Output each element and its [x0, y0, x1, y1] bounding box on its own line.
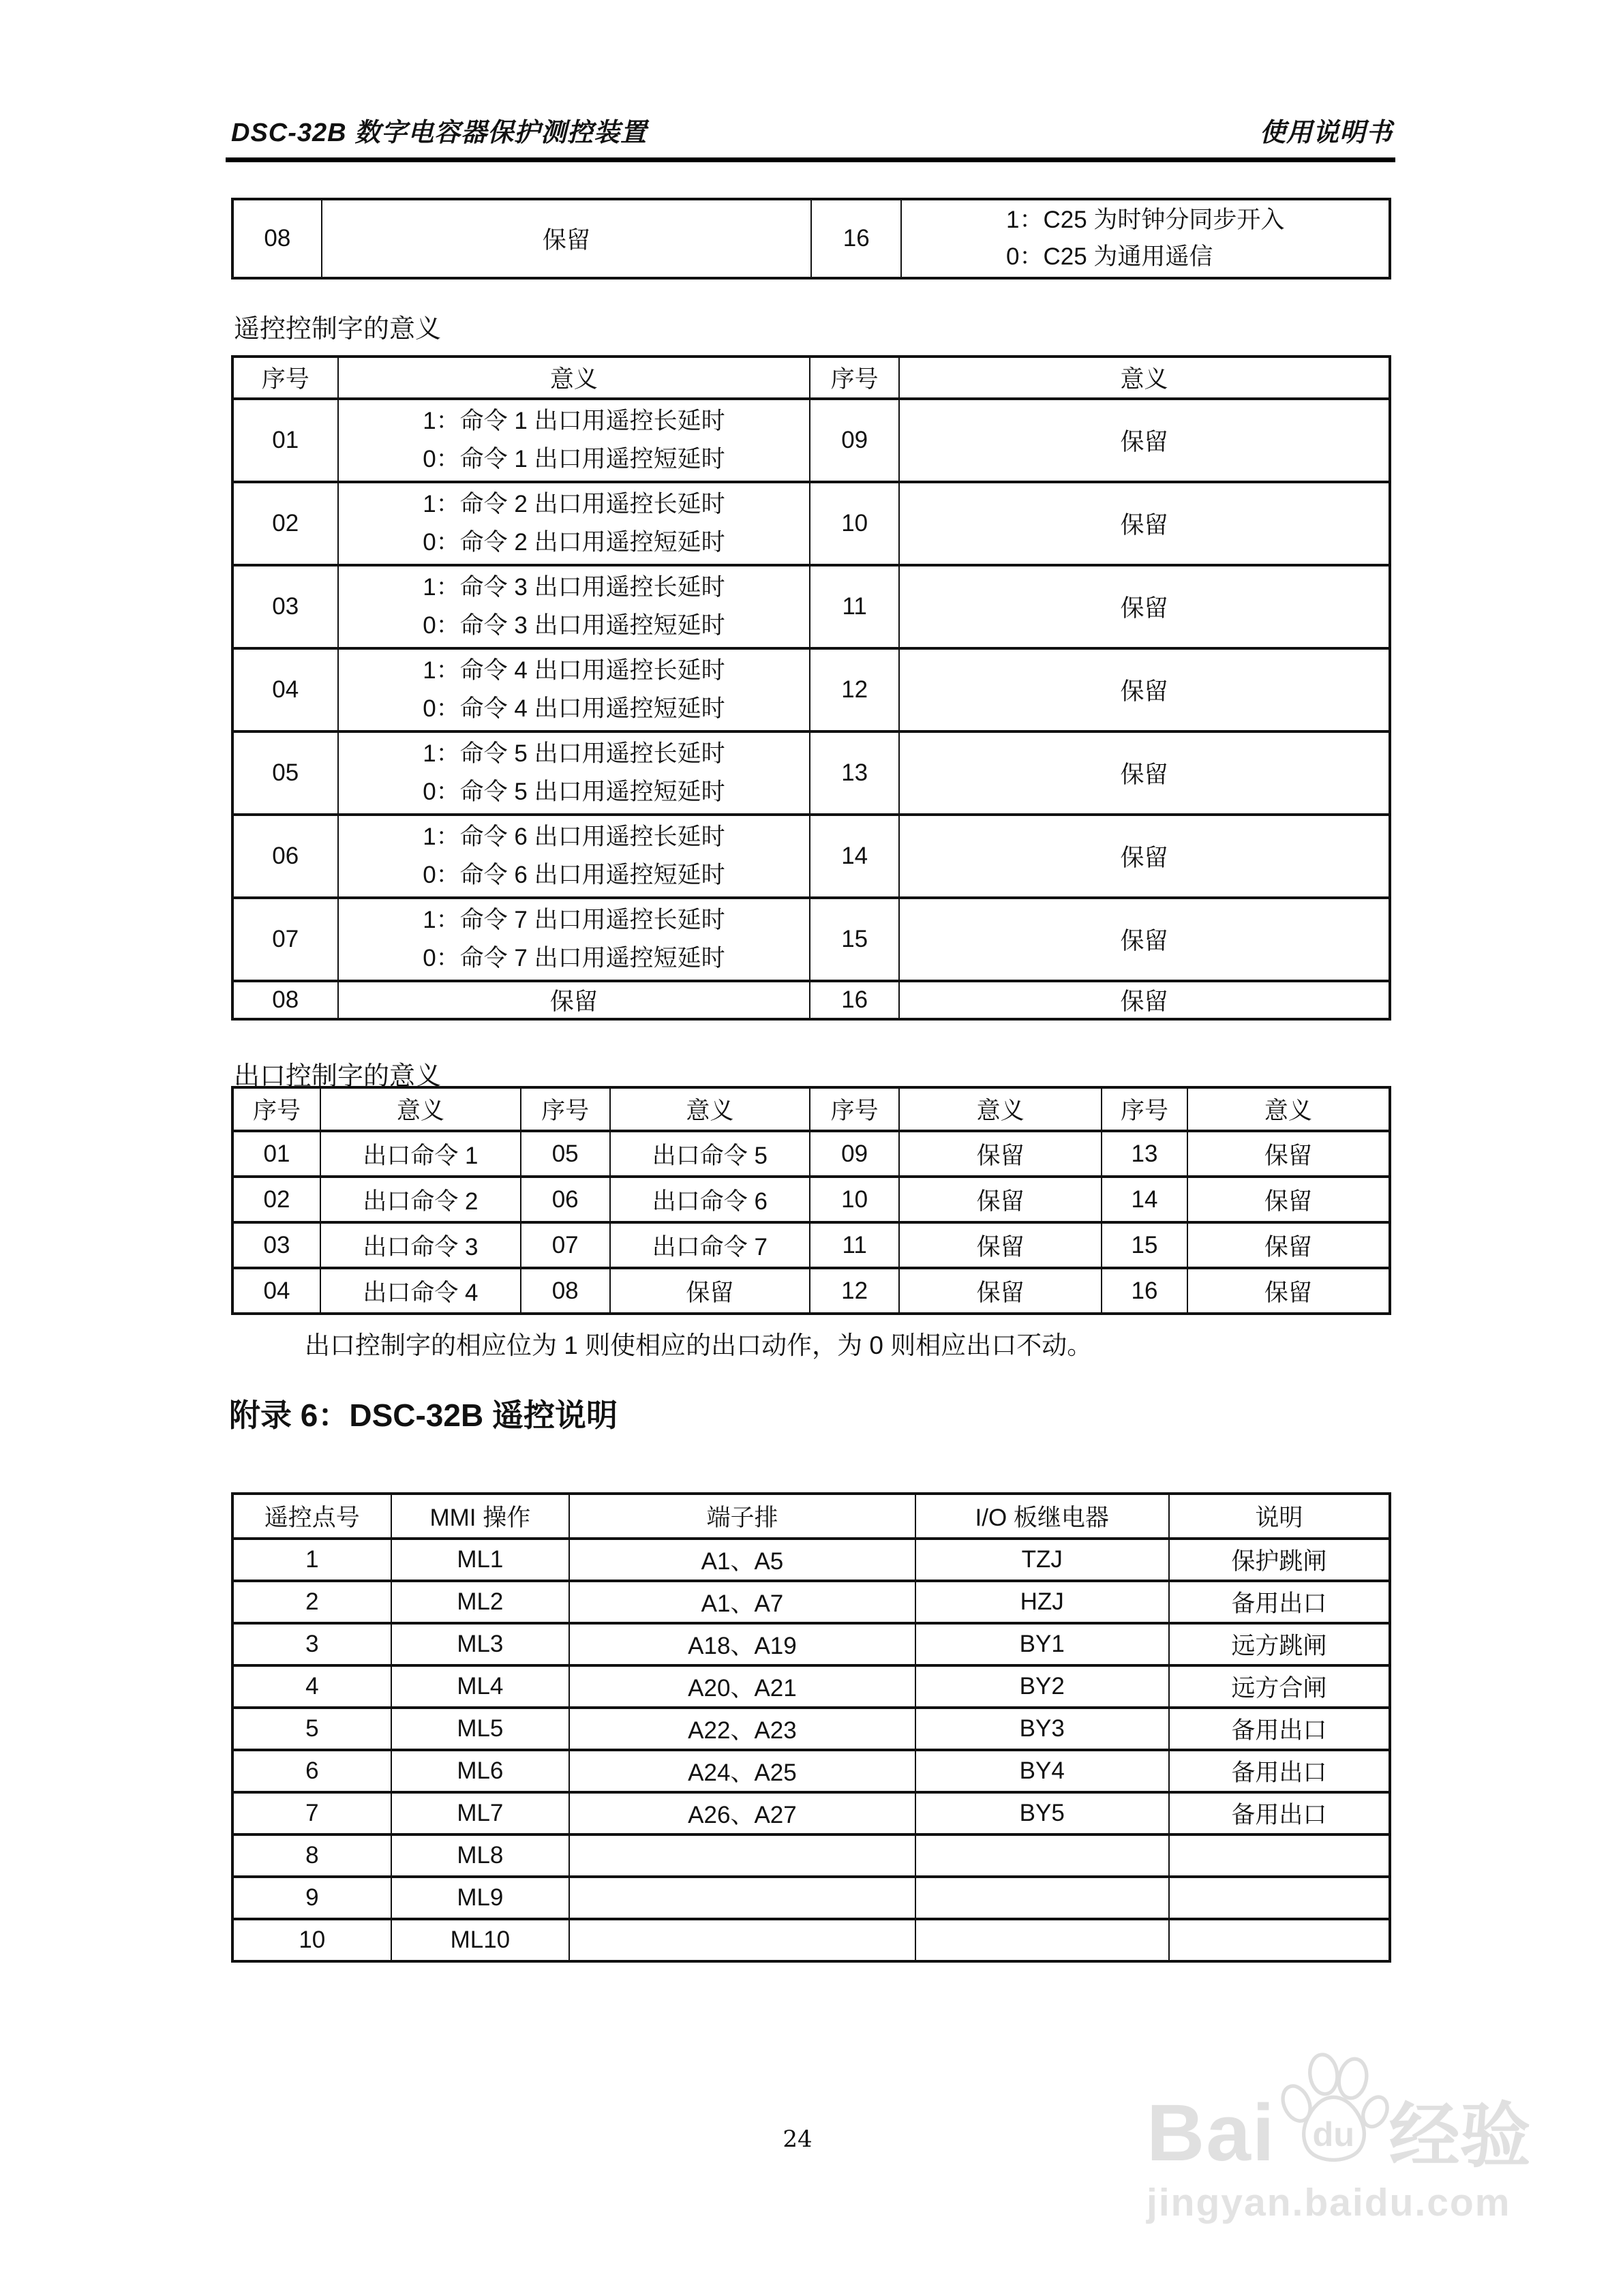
table-cell: A18、A19 — [569, 1623, 915, 1665]
table-cell: 13 — [1102, 1131, 1187, 1177]
table-header-cell: 序号 — [1102, 1087, 1187, 1131]
table-header-cell: 意义 — [1187, 1087, 1390, 1131]
table-cell: 出口命令 4 — [320, 1268, 521, 1314]
table-cell: 08 — [521, 1268, 610, 1314]
table-row — [232, 1877, 1390, 1919]
table-cell: 10 — [232, 1919, 391, 1961]
table-cell: 保留 — [899, 981, 1390, 1019]
table-cell: 05 — [521, 1131, 610, 1177]
cell-line: 1：命令 1 出口用遥控长延时 — [423, 408, 725, 434]
table-cell: 出口命令 6 — [610, 1177, 810, 1222]
table-cell: 保留 — [899, 1268, 1102, 1314]
table-cell: 保留 — [899, 399, 1390, 482]
watermark-brand-cn: 经验 — [1389, 2097, 1531, 2176]
table-cell: 15 — [810, 898, 899, 981]
table-cell: 11 — [810, 565, 899, 648]
table-cell: 5 — [232, 1708, 391, 1750]
table-cell: 06 — [232, 815, 338, 898]
running-header-title: DSC-32B 数字电容器保护测控装置 — [231, 119, 648, 147]
table-cell: 保留 — [899, 1222, 1102, 1268]
table-header-cell: 意义 — [320, 1087, 521, 1131]
table-cell: 01 — [232, 399, 338, 482]
cell-line: 1：命令 3 出口用遥控长延时 — [423, 574, 725, 601]
table-cell: ML5 — [391, 1708, 569, 1750]
cell-line: 0：命令 1 出口用遥控短延时 — [423, 446, 725, 472]
remote-signal-table-fragment — [231, 198, 1391, 280]
table-header-cell: 序号 — [232, 357, 338, 399]
table-header-cell: 意义 — [899, 357, 1390, 399]
remote-control-points-table — [231, 1492, 1391, 1963]
table-cell: 8 — [232, 1834, 391, 1877]
table-cell: 14 — [1102, 1177, 1187, 1222]
cell-line: 0：命令 4 出口用遥控短延时 — [423, 695, 725, 722]
table-cell: 14 — [810, 815, 899, 898]
cell-line: 1：命令 2 出口用遥控长延时 — [423, 491, 725, 517]
table-cell — [569, 1834, 915, 1877]
table-cell: 03 — [232, 1222, 320, 1268]
table-row — [232, 565, 1390, 648]
table-cell — [338, 898, 810, 981]
table-cell: 3 — [232, 1623, 391, 1665]
table-header-cell: 序号 — [810, 357, 899, 399]
table-cell — [338, 731, 810, 815]
table-cell: 保留 — [1187, 1268, 1390, 1314]
table-cell: A22、A23 — [569, 1708, 915, 1750]
table-row — [232, 1919, 1390, 1961]
table-cell: 7 — [232, 1792, 391, 1834]
table-cell: 远方跳闸 — [1169, 1623, 1390, 1665]
table-cell: 出口命令 2 — [320, 1177, 521, 1222]
table-cell: ML2 — [391, 1581, 569, 1623]
table-cell: 保留 — [899, 1131, 1102, 1177]
table-cell: 保留 — [1187, 1177, 1390, 1222]
table-cell — [915, 1834, 1169, 1877]
table-row — [232, 815, 1390, 898]
table-header-cell: 端子排 — [569, 1494, 915, 1539]
table-cell: 保留 — [899, 731, 1390, 815]
table-cell: ML10 — [391, 1919, 569, 1961]
table-cell: 2 — [232, 1581, 391, 1623]
baidu-jingyan-watermark — [1147, 2045, 1556, 2225]
table-cell — [338, 815, 810, 898]
table-header-cell: 序号 — [521, 1087, 610, 1131]
table-header-row — [232, 1494, 1390, 1539]
table-cell: ML4 — [391, 1665, 569, 1708]
table-cell: BY4 — [915, 1750, 1169, 1792]
table-row — [232, 1750, 1390, 1792]
table-cell: 16 — [811, 199, 901, 278]
cell-line: 1：命令 5 出口用遥控长延时 — [423, 740, 725, 767]
table-cell: 16 — [1102, 1268, 1187, 1314]
watermark-du-text: du — [1312, 2115, 1354, 2154]
page-number: 24 — [783, 2126, 813, 2153]
baidu-paw-icon — [1275, 2045, 1389, 2173]
table-cell: ML3 — [391, 1623, 569, 1665]
table-row — [232, 1539, 1390, 1581]
table-cell: 远方合闸 — [1169, 1665, 1390, 1708]
table-row — [232, 1623, 1390, 1665]
table-cell: 15 — [1102, 1222, 1187, 1268]
table-row — [232, 1222, 1390, 1268]
table-cell — [569, 1919, 915, 1961]
cell-lines — [1006, 202, 1284, 275]
table-cell: 保留 — [1187, 1131, 1390, 1177]
table-cell: 05 — [232, 731, 338, 815]
table-row — [232, 1268, 1390, 1314]
table-cell: ML1 — [391, 1539, 569, 1581]
table-cell: 备用出口 — [1169, 1750, 1390, 1792]
table-cell: 02 — [232, 1177, 320, 1222]
section-label-remote-control: 遥控控制字的意义 — [234, 315, 442, 344]
table-row — [232, 1834, 1390, 1877]
table-cell — [338, 648, 810, 731]
table-cell — [569, 1877, 915, 1919]
table-cell: 保护跳闸 — [1169, 1539, 1390, 1581]
table-cell: ML6 — [391, 1750, 569, 1792]
table-cell: BY1 — [915, 1623, 1169, 1665]
table-cell: 4 — [232, 1665, 391, 1708]
table-cell — [915, 1919, 1169, 1961]
cell-line: 0：命令 3 出口用遥控短延时 — [423, 612, 725, 639]
table-cell: 04 — [232, 648, 338, 731]
table-cell: 保留 — [899, 1177, 1102, 1222]
table-cell: 保留 — [899, 565, 1390, 648]
table-cell: A24、A25 — [569, 1750, 915, 1792]
table-cell: 11 — [810, 1222, 899, 1268]
table-cell: 保留 — [899, 898, 1390, 981]
table-header-row — [232, 1087, 1390, 1131]
table-cell: 1 — [232, 1539, 391, 1581]
output-control-word-table — [231, 1086, 1391, 1315]
table-row — [232, 1131, 1390, 1177]
table-cell: 保留 — [1187, 1222, 1390, 1268]
table-cell: 保留 — [899, 815, 1390, 898]
table-cell: 出口命令 1 — [320, 1131, 521, 1177]
table-row — [232, 731, 1390, 815]
header-rule — [226, 157, 1395, 162]
table-cell: A20、A21 — [569, 1665, 915, 1708]
table-cell: ML8 — [391, 1834, 569, 1877]
table-header-cell: 意义 — [610, 1087, 810, 1131]
cell-line: 1：命令 4 出口用遥控长延时 — [423, 657, 725, 684]
table-cell: A1、A5 — [569, 1539, 915, 1581]
cell-line: 1：C25 为时钟分同步开入 — [1006, 207, 1285, 233]
table-cell: 08 — [232, 199, 322, 278]
table-row — [232, 482, 1390, 565]
table-row — [232, 399, 1390, 482]
section-label-output-control: 出口控制字的意义 — [234, 1062, 442, 1091]
table-cell: 出口命令 3 — [320, 1222, 521, 1268]
table-cell — [915, 1877, 1169, 1919]
table-cell: 07 — [232, 898, 338, 981]
table-cell: BY5 — [915, 1792, 1169, 1834]
table-cell — [338, 482, 810, 565]
table-cell: 备用出口 — [1169, 1708, 1390, 1750]
table-cell: 保留 — [322, 199, 811, 278]
table-row — [232, 1708, 1390, 1750]
table-header-cell: 序号 — [810, 1087, 899, 1131]
table-row — [232, 1581, 1390, 1623]
table-cell: 12 — [810, 648, 899, 731]
table-cell — [1169, 1877, 1390, 1919]
table-header-cell: 说明 — [1169, 1494, 1390, 1539]
table-cell: A26、A27 — [569, 1792, 915, 1834]
table-cell: 保留 — [338, 981, 810, 1019]
cell-line: 0：C25 为通用遥信 — [1006, 243, 1213, 270]
table-cell: 08 — [232, 981, 338, 1019]
table-row — [232, 1792, 1390, 1834]
watermark-logo-row — [1147, 2045, 1556, 2178]
watermark-url: jingyan.baidu.com — [1147, 2181, 1511, 2224]
table-cell: TZJ — [915, 1539, 1169, 1581]
table-header-cell: 序号 — [232, 1087, 320, 1131]
table-cell: A1、A7 — [569, 1581, 915, 1623]
table-cell: 13 — [810, 731, 899, 815]
appendix-title: 附录 6：DSC-32B 遥控说明 — [229, 1398, 618, 1433]
table-cell: 06 — [521, 1177, 610, 1222]
table-cell: 03 — [232, 565, 338, 648]
table-row — [232, 1665, 1390, 1708]
table-cell: 备用出口 — [1169, 1581, 1390, 1623]
table-cell: 09 — [810, 1131, 899, 1177]
table-cell: 出口命令 7 — [610, 1222, 810, 1268]
cell-line: 0：命令 6 出口用遥控短延时 — [423, 862, 725, 888]
table-cell: 9 — [232, 1877, 391, 1919]
table-header-cell: I/O 板继电器 — [915, 1494, 1169, 1539]
table-cell — [1169, 1919, 1390, 1961]
table-cell: BY2 — [915, 1665, 1169, 1708]
output-control-note: 出口控制字的相应位为 1 则使相应的出口动作，为 0 则相应出口不动。 — [305, 1331, 1093, 1359]
table-cell: BY3 — [915, 1708, 1169, 1750]
table-cell: 09 — [810, 399, 899, 482]
table-cell: 01 — [232, 1131, 320, 1177]
table-row — [232, 648, 1390, 731]
table-row — [232, 1177, 1390, 1222]
table-row — [232, 898, 1390, 981]
cell-line: 0：命令 7 出口用遥控短延时 — [423, 945, 725, 971]
table-cell: 保留 — [899, 648, 1390, 731]
table-row — [232, 981, 1390, 1019]
table-cell: 04 — [232, 1268, 320, 1314]
running-header-doc-type: 使用说明书 — [1259, 119, 1393, 147]
table-cell: 备用出口 — [1169, 1792, 1390, 1834]
table-cell: ML7 — [391, 1792, 569, 1834]
cell-line: 1：命令 6 出口用遥控长延时 — [423, 824, 725, 850]
table-cell — [338, 565, 810, 648]
table-cell: 10 — [810, 482, 899, 565]
watermark-brand-bai: Bai — [1147, 2088, 1276, 2178]
table-cell: 16 — [810, 981, 899, 1019]
table-cell: 12 — [810, 1268, 899, 1314]
table-header-row — [232, 357, 1390, 399]
table-cell — [901, 199, 1390, 278]
table-header-cell: 遥控点号 — [232, 1494, 391, 1539]
cell-line: 1：命令 7 出口用遥控长延时 — [423, 907, 725, 933]
table-cell: 07 — [521, 1222, 610, 1268]
table-header-cell: 意义 — [899, 1087, 1102, 1131]
table-row — [232, 199, 1390, 278]
table-cell: HZJ — [915, 1581, 1169, 1623]
cell-line: 0：命令 5 出口用遥控短延时 — [423, 779, 725, 805]
table-cell — [338, 399, 810, 482]
table-cell — [1169, 1834, 1390, 1877]
table-cell: 10 — [810, 1177, 899, 1222]
remote-control-word-table — [231, 355, 1391, 1021]
table-cell: 6 — [232, 1750, 391, 1792]
table-cell: 出口命令 5 — [610, 1131, 810, 1177]
table-cell: ML9 — [391, 1877, 569, 1919]
table-header-cell: 意义 — [338, 357, 810, 399]
table-cell: 02 — [232, 482, 338, 565]
table-cell: 保留 — [610, 1268, 810, 1314]
table-cell: 保留 — [899, 482, 1390, 565]
cell-line: 0：命令 2 出口用遥控短延时 — [423, 529, 725, 556]
table-header-cell: MMI 操作 — [391, 1494, 569, 1539]
running-header — [231, 111, 1393, 149]
